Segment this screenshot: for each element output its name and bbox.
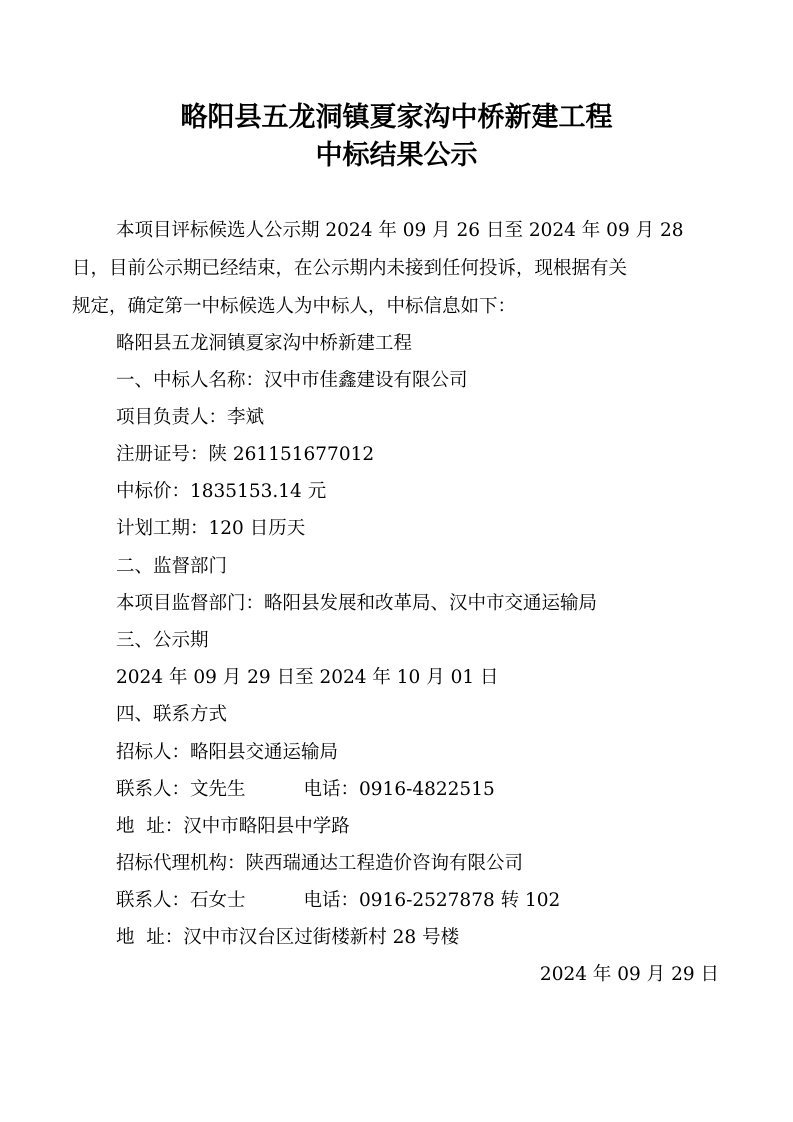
intro-line-2: 日，目前公示期已经结束，在公示期内未接到任何投诉，现根据有关	[72, 258, 628, 279]
tenderer-address: 地 址：汉中市略阳县中学路	[116, 816, 350, 837]
publicity-period: 2024 年 09 月 29 日至 2024 年 10 月 01 日	[116, 667, 499, 688]
document-title-line-1: 略阳县五龙洞镇夏家沟中桥新建工程	[180, 102, 613, 133]
agency-contact-row	[116, 886, 560, 916]
publicity-heading: 三、公示期	[116, 630, 209, 651]
intro-line-3: 规定，确定第一中标候选人为中标人，中标信息如下：	[72, 296, 517, 317]
intro-line-1: 本项目评标候选人公示期 2024 年 09 月 26 日至 2024 年 09 月 28	[116, 220, 684, 241]
sign-date: 2024 年 09 月 29 日	[539, 964, 719, 985]
planned-duration: 计划工期：120 日历天	[116, 518, 306, 539]
winner-heading: 一、中标人名称：汉中市佳鑫建设有限公司	[116, 370, 468, 391]
tenderer-contact-phone: 电话：0916-4822515	[303, 779, 495, 800]
project-name: 略阳县五龙洞镇夏家沟中桥新建工程	[116, 333, 413, 354]
project-manager: 项目负责人：李斌	[116, 407, 265, 428]
agency: 招标代理机构：陕西瑞通达工程造价咨询有限公司	[116, 853, 524, 874]
registration-number: 注册证号：陕 261151677012	[116, 444, 375, 465]
agency-address: 地 址：汉中市汉台区过街楼新村 28 号楼	[116, 927, 460, 948]
contact-heading: 四、联系方式	[116, 704, 228, 725]
agency-contact-phone: 电话：0916-2527878 转 102	[303, 890, 561, 911]
agency-contact-name: 联系人：石女士	[116, 890, 246, 911]
tenderer-contact-name: 联系人：文先生	[116, 779, 246, 800]
winning-price: 中标价：1835153.14 元	[116, 481, 327, 502]
tenderer: 招标人：略阳县交通运输局	[116, 742, 339, 763]
supervision-heading: 二、监督部门	[116, 556, 228, 577]
supervision-content: 本项目监督部门：略阳县发展和改革局、汉中市交通运输局	[116, 593, 598, 614]
document-title-line-2: 中标结果公示	[315, 140, 478, 171]
tenderer-contact-row	[116, 775, 495, 805]
